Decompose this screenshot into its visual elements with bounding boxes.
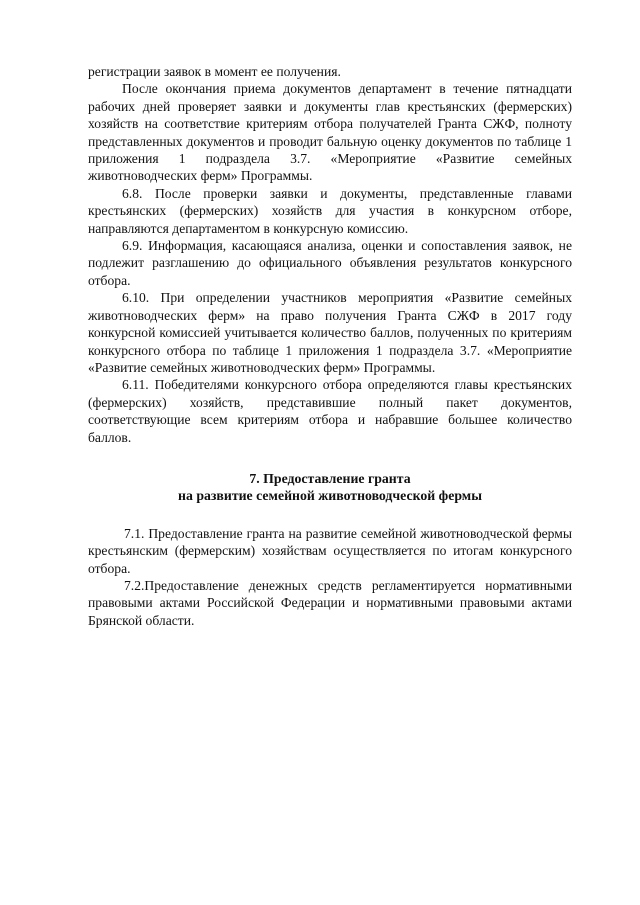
document-page [88,63,572,629]
section-7-title-line1: 7. Предоставление гранта [249,470,411,486]
paragraph-6-9: 6.9. Информация, касающаяся анализа, оценки и сопоставления заявок, не подлежит разглашению до официального объявления результатов конкурсного отбора. [88,238,572,288]
section-7-title-line2: на развитие семейной животноводческой фермы [178,488,482,504]
paragraph-6-10: 6.10. При определении участников мероприятия «Развитие семейных животноводческих ферм» на право получения Гранта СЖФ в 2017 году конкурсной комиссией учитывается количество баллов, полученных по критериям конкурсного отбора по таблице 1 приложения 1 подраздела 3.7. «Мероприятие «Развитие семейных животноводческих ферм» Программы. [88,290,572,375]
section-7-heading [88,470,572,505]
paragraph-6-11: 6.11. Победителями конкурсного отбора определяются главы крестьянских (фермерских) хозяйств, представившие полный пакет документов, соответствующие всем критериям отбора и набравшие большее количество баллов. [88,377,572,445]
paragraph-document-review: После окончания приема документов департамент в течение пятнадцати рабочих дней проверяет заявки и документы глав крестьянских (фермерских) хозяйств на соответствие критериям отбора получателей Гранта СЖФ, полноту представленных документов и проводит бальную оценку документов по таблице 1 приложения 1 подраздела 3.7. «Мероприятие «Развитие семейных животноводческих ферм» Программы. [88,81,572,184]
paragraph-continuation: регистрации заявок в момент ее получения. [88,64,341,79]
paragraph-7-2: 7.2.Предоставление денежных средств регламентируется нормативными правовыми актами Российской Федерации и нормативными правовыми актами Брянской области. [88,577,572,628]
paragraph-7-1: 7.1. Предоставление гранта на развитие семейной животноводческой фермы крестьянским (фермерским) хозяйствам осуществляется по итогам конкурсного отбора. [88,525,572,576]
paragraph-6-8: 6.8. После проверки заявки и документы, представленные главами крестьянских (фермерских) хозяйств для участия в конкурсном отборе, направляются департаментом в конкурсную комиссию. [88,185,572,236]
